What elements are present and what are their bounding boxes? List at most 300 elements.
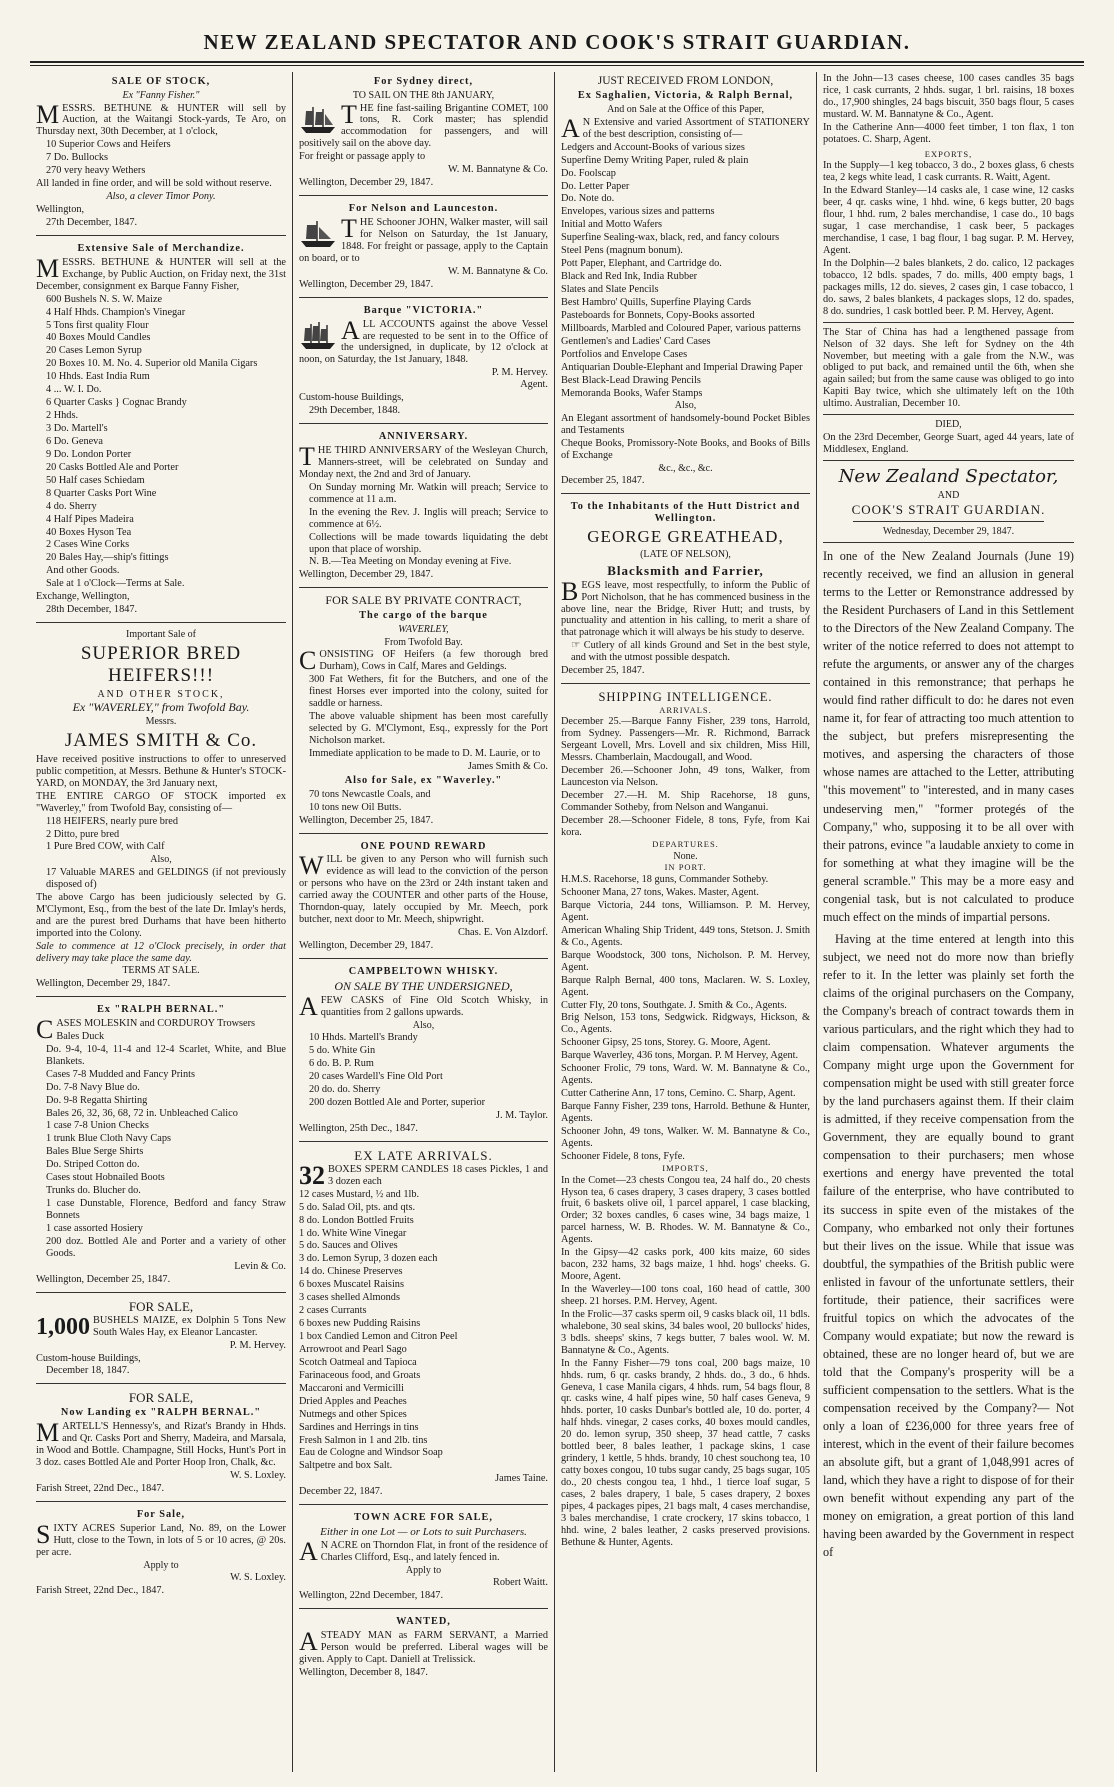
ad-also: Also for Sale, ex "Waverley." — [344, 774, 503, 786]
section-title: SHIPPING INTELLIGENCE. — [598, 690, 773, 705]
list-item: 7 Do. Bullocks — [46, 152, 109, 164]
ad-signature: Chas. E. Von Alzdorf. — [457, 927, 548, 939]
ad-whisky — [299, 962, 548, 1142]
list-item: Cutter Fly, 20 tons, Southgate. J. Smith & Co., Agents. — [561, 999, 787, 1011]
ad-p4: Immediate application to be made to D. M. Laurie, or to — [309, 747, 541, 759]
column-1 — [30, 72, 292, 1772]
ad-maize — [36, 1296, 286, 1385]
ad-title: FOR SALE, — [128, 1298, 194, 1314]
list-item: Pasteboards for Bonnets, Copy-Books assorted — [561, 309, 755, 321]
ad-body: N ACRE on Thorndon Flat, in front of the residence of Charles Clifford, Esq., and lately fenced in. — [320, 1539, 548, 1563]
column-3 — [554, 72, 816, 1772]
ad-body: STEADY MAN as FARM SERVANT, a Married Person would be preferred. Liberal wages will be given. Apply to Capt. Daniell at Trelissick. — [299, 1630, 548, 1666]
list-item: Do. Foolscap — [561, 167, 616, 179]
list-item: Pott Paper, Elephant, and Cartridge do. — [561, 258, 722, 270]
list-item: 4 do. Sherry — [46, 500, 97, 512]
ad-agent: Agent. — [520, 379, 548, 391]
drop-cap: C — [36, 1014, 54, 1044]
ad-body: ONSISTING OF Heifers (a few thorough bred Durham), Cows in Calf, Mares and Geldings. — [319, 649, 548, 673]
list-item: Slates and Slate Pencils — [561, 284, 659, 296]
ad-signature: James Taine. — [495, 1473, 548, 1485]
list-item: Antiquarian Double-Elephant and Imperial Drawing Paper — [561, 361, 803, 373]
list-item: Sardines and Herrings in tins — [299, 1421, 419, 1433]
ad-signature: P. M. Hervey. — [229, 1339, 286, 1351]
ad-date: 27th December, 1847. — [46, 216, 138, 228]
list-item: Do. 9-4, 10-4, 11-4 and 12-4 Scarlet, White, and Blue Blankets. — [46, 1043, 286, 1067]
list-item: In the Dolphin—2 bales blankets, 2 do. calico, 12 packages tobacco, 12 bdls. spades, 7 do. mills, 400 empty bags, 1 packages mills, 12 do. sieves, 2 cases gin, 1 case tobacco, 1 do. saws, 2 bales blankets, 4 packages slops, 12 do. spades, 8 do. sundries, 1 cask bottled beer. P. M. Hervey, Agent. — [823, 257, 1074, 317]
list-item: In the Waverley—100 tons coal, 160 head of cattle, 300 sheep. 21 horses. P.M. Hervey, Agent. — [561, 1284, 810, 1307]
list-item: In the Catherine Ann—4000 feet timber, 1 ton flax, 1 ton potatoes. C. Sharp, Agent. — [823, 121, 1074, 145]
list-item: 20 cases Wardell's Fine Old Port — [309, 1071, 443, 1083]
ad-title: For Sale, — [136, 1509, 186, 1521]
ad-place: Custom-house Buildings, — [299, 392, 404, 404]
editorial-paragraph: In one of the New Zealand Journals (June 19) recently received, we find an allusion in general terms to the Letter or Remonstrance addressed by the Resident Purchasers of Land in this Settlement to the Directors of the New Zealand Company. The writer of the notice referred to does not attempt to refute the arguments, or answer any of the charges contained in this remonstrance; that perhaps he would find rather difficult to do: he dares not even name it, for fear of attracting too much attention to the subject, but prefers misrepresenting the motives, and aspersing the characters of those whose names are attached to the Letter, attributing "this movement" to "interested, and in many cases undeserving men," "former protegés of the Company," who, supposing it to be all over with their patrons, evince "a laudable anxiety to come in for something at what they imagine will be the general scramble." This may be a more easy and congenial task, but is not calculated to produce much effect on the minds of impartial persons. — [823, 548, 1074, 924]
ad-title: JUST RECEIVED FROM LONDON, — [597, 75, 774, 87]
list-item: 14 do. Chinese Preserves — [299, 1266, 403, 1278]
list-item: 2 Hhds. — [46, 410, 79, 422]
item-list — [36, 1031, 286, 1260]
drop-cap: M — [36, 99, 60, 129]
list-item: Bales Blue Serge Shirts — [46, 1146, 144, 1158]
ad-p2: Cutlery of all kinds Ground and Set in the best style, and with the utmost possible despatch. — [571, 640, 810, 664]
masthead-rule — [30, 61, 1084, 66]
ad-also-2: Cheque Books, Promissory-Note Books, and Books of Bills of Exchange — [561, 437, 810, 461]
ad-victoria — [299, 301, 548, 424]
ad-subtitle-2: And on Sale at the Office of this Paper, — [607, 104, 764, 116]
shipping-intelligence — [561, 687, 810, 1555]
ad-signature: W. M. Bannatyne & Co. — [447, 265, 548, 277]
ad-date: Wellington, 22nd December, 1847. — [299, 1590, 444, 1602]
list-item: 1 case Dunstable, Florence, Bedford and fancy Straw Bonnets — [46, 1198, 286, 1221]
list-item: Schooner Frolic, 79 tons, Ward. W. M. Bannatyne & Co., Agents. — [561, 1063, 810, 1087]
ad-title: SALE OF STOCK, — [111, 76, 211, 87]
list-item: In the Gipsy—42 casks pork, 400 kits maize, 60 sides bacon, 232 hams, 32 bags maize, 1 hhd. hogs' cheeks. G. Moore, Agent. — [561, 1247, 810, 1283]
list-item: 1 trunk Blue Cloth Navy Caps — [46, 1133, 171, 1145]
list-item: In the Edward Stanley—14 casks ale, 1 case wine, 12 casks beer, 4 qr. casks wine, 1 hhd. wine, 6 kegs butter, 20 bags flour, 1 hhd. rum, 2 bales merchandise, 1 case do., 10 bags sugar, 1 case merchandise, 1 cask beer, 5 packages merchandise, 1 case, 1 bag flour, 1 bag sugar. P. M. Hervey, Agent. — [823, 185, 1074, 257]
list-item: 200 doz. Bottled Ale and Porter and a variety of other Goods. — [46, 1235, 286, 1259]
ad-body: EGS leave, most respectfully, to inform the Public of Port Nicholson, that he has commenced business in the above line, near the Bridge, River Hutt; and trusts, by punctuality and attention in his calling, to merit a share of that patronage which it will always be his study to deserve. — [561, 579, 810, 639]
exports-heading: EXPORTS, — [924, 148, 973, 159]
ship-icon — [299, 219, 337, 249]
list-item: 1 box Candied Lemon and Citron Peel — [299, 1331, 458, 1343]
list-item: Schooner Fidele, 8 tons, Fyfe. — [561, 1150, 685, 1162]
drop-cap: A — [299, 1627, 318, 1657]
list-item: 4 Half Hhds. Champion's Vinegar — [46, 306, 186, 318]
ad-body: BUSHELS MAIZE, ex Dolphin 5 Tons New South Wales Hay, ex Eleanor Lancaster. — [93, 1314, 286, 1338]
list-item: 6 Do. Geneva — [46, 435, 103, 447]
ad-sixty-acres — [36, 1505, 286, 1603]
ad-title: ANNIVERSARY. — [378, 431, 469, 443]
ad-title: FOR SALE, — [128, 1390, 194, 1406]
ad-date: Wellington, December 25, 1847. — [299, 814, 434, 826]
ad-also: Also, — [674, 400, 697, 412]
list-item: Envelopes, various sizes and patterns — [561, 206, 715, 218]
drop-cap: M — [36, 253, 60, 283]
item-list — [561, 142, 810, 400]
list-item: Cases stout Hobnailed Boots — [46, 1172, 165, 1184]
list-item: 50 Half cases Schiedam — [46, 474, 145, 486]
item-list — [299, 1189, 548, 1473]
list-item: 3 do. Lemon Syrup, 3 dozen each — [299, 1253, 438, 1265]
ad-subtitle: Ex "Fanny Fisher." — [122, 89, 200, 101]
ad-title: To the Inhabitants of the Hutt District and Wellington. — [570, 501, 801, 525]
list-item: Cutter Catherine Ann, 17 tons, Cemino. C. Sharp, Agent. — [561, 1088, 796, 1100]
list-item: Superfine Demy Writing Paper, ruled & plain — [561, 154, 749, 166]
ad-subtitle: Ex Saghalien, Victoria, & Ralph Bernal, — [577, 90, 794, 102]
ad-title: Extensive Sale of Merchandize. — [77, 242, 245, 254]
pointing-hand-icon: ☞ — [571, 640, 584, 652]
drop-cap: C — [299, 646, 317, 676]
item-list — [299, 1032, 548, 1109]
ad-signature: Robert Waitt. — [492, 1577, 548, 1589]
ad-heifers — [36, 626, 286, 997]
editorial-paragraph-2: Having at the time entered at length into this subject, we need not do more now than briefly refer to it. In the letter was plainly set forth the claims of the original purchasers on the Company, the Company's breach of contract towards them in various particulars, and the right which they had to claim compensation. Whatever arguments the Company might urge upon the Government for compensation might be used with still greater force by the land purchasers against them. If their claim is admitted, if they receive compensation from the Government, they are equally bound to grant compensation to their purchasers; men whose exertions and energy have prevented the total failure of the enterprise, who have contributed to its success in spite even of the mistakes of the Company, who embarked not only their fortunes but their lives on the issue. While that issue was doubtful, the sympathies of the British public were enlisted in favour of the unfortunate settlers, their fortitude, their patience, their sacrifices were fruitful topics on which the advocates of the Company would expatiate; but now the reward is obtained, these are no longer heard of, but we are told that the Company's prosperity will be a sufficient compensation to the settlers. What is the compensation received by the Company?— Not only a loan of £236,000 for three years free of interest, which in the event of their failure becomes an absolute gift, but a grant of 1,048,991 acres of land, which they have a right to dispose of for their own benefit without expending any part of the money on emigration, a great portion of this land having been awarded by the Government in respect of — [823, 931, 1074, 1560]
ad-also: Also, — [412, 1019, 435, 1031]
list-item: Barque Woodstock, 300 tons, Nicholson. P. M. Hervey, Agent. — [561, 949, 810, 973]
list-item: In the Fanny Fisher—79 tons coal, 200 bags maize, 10 hhds. rum, 6 qr. casks brandy, 2 hhds. do., 3 do., 6 hhds. Geneva, 1 case Manila cigars, 4 hhds. rum, 54 bags flour, 8 qr. casks wine, 4 half pipes wine, 50 half cases Geneva, 9 hhds. porter, 10 casks Dunbar's bottled ale, 10 do. porter, 4 half hhds. vinegar, 2 cases corks, 40 boxes mould candles, 20 do. lemon syrup, 350 sheep, 37 head cattle, 7 casks bottled beer, 8 bales leather, 1 package skins, 1 case grindery, 1 kettle, 5 hhds. brandy, 10 chest souchong tea, 10 catty boxes congou, 10 tubs sugar candy, 25 bags sugar, 105 do., 20 chests congou tea, 1 hhd., 1 tierce loaf sugar, 5 cases, 2 bales drapery, 1 bale, 5 cases drapery, 2 boxes pipes, 4 packages pipes, 21 bags malt, 4 cases merchandise, 3 bales merchandise, 1 crate crockery, 17 skins tobacco, 1 hhd. wine, 2 bales leather, 2 casks preserved provisions. Bethune & Hunter, Agents. — [561, 1357, 810, 1548]
died-heading: DIED, — [935, 419, 962, 431]
ship-icon — [299, 105, 337, 135]
ad-place: Custom-house Buildings, — [36, 1352, 141, 1364]
list-item: 200 dozen Bottled Ale and Porter, superior — [309, 1096, 486, 1108]
departures-none: None. — [673, 850, 698, 862]
ad-wanted — [299, 1612, 548, 1685]
list-item: 2 cases Currants — [299, 1305, 367, 1317]
drop-cap: A — [341, 315, 360, 345]
ad-town-acre — [299, 1508, 548, 1609]
list-item: 10 Hhds. East India Rum — [46, 371, 150, 383]
list-item: Fresh Salmon in 1 and 2lb. tins — [299, 1434, 428, 1446]
ad-landing — [36, 1387, 286, 1502]
list-item: 40 Boxes Mould Candles — [46, 332, 151, 344]
ad-title: For Sydney direct, — [373, 76, 474, 87]
list-item: 6 boxes Muscatel Raisins — [299, 1279, 404, 1291]
ad-apply: Apply to — [143, 1559, 179, 1571]
drop-cap: T — [341, 214, 357, 244]
drop-cap: A — [299, 991, 318, 1021]
list-item: Ledgers and Account-Books of various sizes — [561, 141, 745, 153]
list-item: Nutmegs and other Spices — [299, 1408, 407, 1420]
ad-title: EX LATE ARRIVALS. — [354, 1147, 493, 1163]
ad-title: CAMPBELTOWN WHISKY. — [348, 965, 499, 977]
ad-p3: In the evening the Rev. J. Inglis will preach; Service to commence at 6½. — [309, 506, 548, 530]
list-item: 118 HEIFERS, nearly pure bred — [46, 815, 179, 827]
list-item: Portfolios and Envelope Cases — [561, 348, 688, 360]
list-item: Steel Pens (magnum bonum). — [561, 245, 683, 257]
list-item: Do. Note do. — [561, 193, 615, 205]
list-item: 20 Cases Lemon Syrup — [46, 345, 142, 357]
list-item: Dried Apples and Peaches — [299, 1395, 407, 1407]
columns — [30, 72, 1084, 1772]
ad-subtitle: Either in one Lot — or Lots to suit Purchasers. — [320, 1526, 527, 1539]
ad-ex: Ex "WAVERLEY," from Twofold Bay. — [72, 700, 250, 715]
ad-item: 70 tons Newcastle Coals, and — [309, 788, 431, 800]
ad-trade: Blacksmith and Farrier, — [607, 562, 764, 578]
ad-greathead — [561, 497, 810, 684]
arrivals-heading: ARRIVALS. — [659, 704, 712, 715]
list-item: 5 do. White Gin — [309, 1045, 376, 1057]
ad-terms: TERMS AT SALE. — [122, 965, 200, 977]
ad-body: ARTELL'S Hennessy's, and Rizat's Brandy in Hhds. and Qr. Casks Port and Sherry, Madeira, and Marsala, in Wood and Bottle. Champagne, Still Hocks, Hunt's Port in 3 doz. cases Bottled Ale and Porter Hoop Iron, Chalk, &c. — [36, 1421, 286, 1469]
ad-private-contract — [299, 591, 548, 833]
in-port-heading: IN PORT. — [664, 862, 707, 873]
ship-icon — [299, 321, 337, 351]
ad-apply: Apply to — [405, 1564, 442, 1576]
ad-p5: N. B.—Tea Meeting on Monday evening at Five. — [309, 556, 512, 568]
list-item: Cases 7-8 Mudded and Fancy Prints — [46, 1068, 196, 1080]
list-item: 10 Hhds. Martell's Brandy — [309, 1032, 418, 1044]
list-item: Bales Duck — [56, 1030, 105, 1042]
ad-p2: 300 Fat Wethers, fit for the Butchers, and one of the finest Horses ever imported into the colony, suited for saddle or harness. — [309, 674, 548, 710]
ad-also: Also, — [150, 854, 172, 866]
ad-date: Wellington, December 29, 1847. — [36, 978, 171, 990]
ad-date: December 25, 1847. — [561, 475, 645, 487]
list-item: December 27.—H. M. Ship Racehorse, 18 guns, Commander Sotheby, from Nelson and Wanganui. — [561, 790, 810, 814]
ad-big-number: 1,000 — [36, 1313, 90, 1340]
ad-signature: P. M. Hervey. — [491, 367, 548, 379]
item-list — [36, 139, 286, 177]
ad-merchandize — [36, 239, 286, 623]
drop-cap: M — [36, 1418, 60, 1448]
list-item: 1 do. White Wine Vinegar — [299, 1227, 407, 1239]
ad-subtitle: AND OTHER STOCK, — [97, 688, 225, 700]
list-item: 6 do. B. P. Rum — [309, 1058, 374, 1070]
ad-body: IXTY ACRES Superior Land, No. 89, on the Lower Hutt, close to the Town, in lots of 5 or 10 acres, @ 20s. per acre. — [36, 1522, 286, 1558]
list-item: Black and Red Ink, India Rubber — [561, 271, 698, 283]
drop-cap: B — [561, 576, 579, 606]
ad-note: The above Cargo has been judiciously selected by G. M'Clymont, Esq., from the best of the late Dr. Imlay's herds, and are the purest bred Durhams that have been hitherto imported into the Colony. — [36, 891, 286, 939]
list-item: Barque Victoria, 244 tons, Williamson. P. M. Hervey, Agent. — [561, 900, 810, 923]
ad-late-arrivals — [299, 1145, 548, 1505]
ad-late: (LATE OF NELSON), — [640, 548, 731, 560]
list-item: 600 Bushels N. S. W. Maize — [46, 293, 163, 305]
ad-subtitle: Now Landing ex "RALPH BERNAL." — [60, 1407, 262, 1419]
masthead: NEW ZEALAND SPECTATOR AND COOK'S STRAIT GUARDIAN. — [203, 30, 911, 54]
ad-p4: Collections will be made towards liquidating the debt upon that place of worship. — [309, 531, 548, 555]
ad-messrs: Messrs. — [145, 716, 177, 728]
ad-body: ESSRS. BETHUNE & HUNTER will sell by Auction, at the Waitangi Stock-yards, Te Aro, on Thursday next, 30th December, at 1 o'clock, — [36, 102, 286, 138]
ad-place: Exchange, Wellington, — [36, 591, 130, 603]
list-item: 270 very heavy Wethers — [46, 165, 146, 177]
list-item: 4 Half Pipes Madeira — [46, 513, 134, 525]
list-item: December 28.—Schooner Fidele, 8 tons, Fyfe, from Kai kora. — [561, 814, 810, 838]
ad-date: Wellington, December 29, 1847. — [299, 177, 434, 189]
ad-date: 28th December, 1847. — [46, 604, 138, 616]
drop-cap: S — [36, 1519, 51, 1549]
list-item: Schooner Mana, 27 tons, Wakes. Master, Agent. — [561, 887, 759, 899]
ad-date: December 22, 1847. — [299, 1486, 383, 1498]
list-item: 4 ... W. I. Do. — [46, 384, 102, 396]
ad-body: FEW CASKS of Fine Old Scotch Whisky, in quantities from 2 gallons upwards. — [320, 994, 548, 1018]
ad-mares: 17 Valuable MARES and GELDINGS (if not previously disposed of) — [46, 866, 286, 890]
drop-cap: A — [299, 1536, 318, 1566]
ad-body: HE Schooner JOHN, Walker master, will sail for Nelson on Saturday, the 1st January, 1848. For freight or passage, apply to the Captain on board, or to — [299, 217, 548, 264]
list-item: 1 case 7-8 Union Checks — [46, 1120, 149, 1132]
list-item: Brig Nelson, 153 tons, Sedgwick. Ridgways, Hickson, & Co., Agents. — [561, 1012, 810, 1036]
list-item: In the Comet—23 chests Congou tea, 24 half do., 20 chests Hyson tea, 6 cases drapery, 3 cases drapery, 3 cases bottled fruit, 6 baskets olive oil, 1 parcel apparel, 1 case blacking, Order; 32 boxes candles, 6 cases wine, 34 bags maize, 1 parcel harness, W. B. Rhodes. W. M. Bannatyne & Co., Agents. — [561, 1174, 810, 1246]
ad-ralph-bernal — [36, 1000, 286, 1293]
ad-subtitle: ON SALE BY THE UNDERSIGNED, — [334, 978, 513, 993]
ad-date: Wellington, December 8, 1847. — [299, 1666, 428, 1678]
ad-name: GEORGE GREATHEAD, — [587, 527, 784, 547]
list-item: 40 Boxes Hyson Tea — [46, 526, 132, 538]
item-list — [36, 816, 286, 854]
ad-p3: The above valuable shipment has been most carefully selected by G. M'Clymont, Esq., expressly for the Port Nicholson market. — [309, 711, 548, 746]
list-item: Trunks do. Blucher do. — [46, 1185, 141, 1197]
list-item: 6 boxes new Pudding Raisins — [299, 1318, 421, 1330]
ad-body: HE THIRD ANNIVERSARY of the Wesleyan Church, Manners-street, will be celebrated on Sunday and Monday next, the 2nd and 3rd of January. — [299, 445, 548, 480]
list-item: Do. Striped Cotton do. — [46, 1159, 140, 1171]
ad-title: Barque "VICTORIA." — [363, 304, 484, 316]
ad-date: Wellington, 25th Dec., 1847. — [299, 1122, 418, 1134]
ad-reward — [299, 837, 548, 959]
list-item: 1 Pure Bred COW, with Calf — [46, 841, 165, 853]
ad-body: ESSRS. BETHUNE & HUNTER will sell at the Exchange, by Public Auction, on Friday next, the 31st December, consignment ex Barque Fanny Fisher, — [36, 256, 286, 292]
ad-date: Farish Street, 22nd Dec., 1847. — [36, 1585, 165, 1597]
list-item: 1 case assorted Hosiery — [46, 1222, 143, 1234]
ad-ship: WAVERLEY, — [398, 624, 449, 636]
ad-body: ILL be given to any Person who will furnish such evidence as will lead to the conviction of the person or persons who have on the 23rd or 24th instant taken and carried away the COUNTER and other parts of the House, Thorndon-quay, lately occupied by Mr. Meech, pork butcher, next door to Mr. Meech, shipwright. — [299, 854, 548, 926]
ad-title: TOWN ACRE FOR SALE, — [354, 1512, 493, 1524]
paper-date: Wednesday, December 29, 1847. — [882, 526, 1015, 538]
ad-from: From Twofold Bay. — [384, 636, 463, 648]
ad-body: HE fine fast-sailing Brigantine COMET, 100 tons, R. Cork master; has splendid accommodation for passengers, and will positively sail on the above day. — [299, 102, 548, 150]
drop-cap: W — [299, 851, 324, 881]
ad-date: Farish Street, 22nd Dec., 1847. — [36, 1483, 165, 1495]
ad-sydney — [299, 72, 548, 196]
ad-also-body: An Elegant assortment of handsomely-bound Pocket Bibles and Testaments — [561, 413, 810, 437]
ad-date: Wellington, December 29, 1847. — [299, 940, 434, 951]
list-item: 20 Boxes 10. M. No. 4. Superior old Manila Cigars — [46, 358, 258, 370]
list-item: 20 do. do. Sherry — [309, 1084, 381, 1095]
ad-item: 10 tons new Oil Butts. — [309, 801, 402, 813]
ad-subtitle: TO SAIL ON THE 8th JANUARY, — [352, 89, 495, 101]
list-item: 20 Bales Hay,—ship's fittings — [46, 552, 169, 564]
list-item: Saltpetre and box Salt. — [299, 1460, 393, 1472]
ad-line: For freight or passage apply to — [299, 151, 426, 163]
imports-continued — [823, 73, 1074, 146]
list-item: Schooner Gipsy, 25 tons, Storey. G. Moore, Agent. — [561, 1037, 771, 1049]
list-item: Gentlemen's and Ladies' Card Cases — [561, 335, 711, 347]
exports-list — [823, 160, 1074, 317]
died-notice: On the 23rd December, George Suart, aged 44 years, late of Middlesex, England. — [823, 431, 1074, 455]
list-item: In the Frolic—37 casks sperm oil, 9 casks black oil, 11 bdls. whalebone, 30 seal skins, 34 bales wool, 20 bullocks' hides, 3 bdls. sheeps' skins, 7 kegs butter, 7 bales wool. W. M. Bannatyne & Co., Agents. — [561, 1308, 810, 1356]
list-item: Best Hambro' Quills, Superfine Playing Cards — [561, 296, 752, 308]
ad-nelson — [299, 199, 548, 298]
list-item: Do. 7-8 Navy Blue do. — [46, 1081, 140, 1093]
ad-date: December 18, 1847. — [46, 1365, 130, 1377]
ad-body: BOXES SPERM CANDLES 18 cases Pickles, 1 and 3 dozen each — [328, 1163, 548, 1187]
in-port-list — [561, 874, 810, 1163]
list-item: 2 Ditto, pure bred — [46, 828, 120, 840]
ad-date: Wellington, December 29, 1847. — [299, 569, 434, 581]
ad-etc: &c., &c., &c. — [658, 462, 713, 474]
list-item: 5 do. Sauces and Olives — [299, 1240, 398, 1252]
list-item: 8 Quarter Casks Port Wine — [46, 487, 157, 499]
list-item: Arrowroot and Pearl Sago — [299, 1343, 407, 1355]
list-item: December 25.—Barque Fanny Fisher, 239 tons, Harrold, from Sydney. Passengers—Mr. R. Richmond, Barrack Sergeant Lovell, Mrs. Lovell and six children, Miss Hill, Messrs. Chamberlain, Macdougall, and Wood. — [561, 716, 810, 764]
list-item: In the John—13 cases cheese, 100 cases candles 35 bags rice, 1 cask currants, 2 hhds. sugar, 1 brl. raisins, 18 boxes do., 17,900 shingles, 24 bags biscuit, 350 bags flour, 5 cases mustard. W. M. Bannatyne & Co., Agent. — [823, 73, 1074, 120]
ad-title: WANTED, — [396, 1616, 451, 1628]
list-item: Maccaroni and Vermicilli — [299, 1382, 405, 1394]
ad-signature: W. S. Loxley. — [230, 1572, 286, 1584]
item-list — [36, 294, 286, 578]
drop-cap: A — [561, 113, 580, 143]
list-item: And other Goods. — [46, 565, 120, 577]
list-item: Do. 9-8 Regatta Shirting — [46, 1094, 148, 1106]
list-item: H.M.S. Racehorse, 18 guns, Commander Sotheby. — [561, 874, 769, 886]
imports-heading: IMPORTS, — [662, 1162, 709, 1173]
list-item: Memoranda Books, Wafer Stamps — [561, 387, 703, 399]
list-item: Bales 26, 32, 36, 68, 72 in. Unbleached Calico — [46, 1107, 238, 1119]
ad-title: FOR SALE BY PRIVATE CONTRACT, — [325, 593, 522, 608]
ad-anniversary — [299, 427, 548, 588]
drop-cap: T — [299, 442, 315, 472]
list-item: 2 Cases Wine Corks — [46, 539, 130, 551]
ad-big-number: 32 — [299, 1160, 325, 1190]
ad-title: Ex "RALPH BERNAL." — [96, 1004, 226, 1015]
departures-heading: DEPARTURES. — [652, 838, 719, 849]
list-item: Initial and Motto Wafers — [561, 219, 663, 231]
imports-list — [561, 1175, 810, 1549]
ad-body: Have received positive instructions to offer to unreserved public competition, at Messrs. Bethune & Hunter's STOCK-YARD, on MONDAY, the 3rd January next, — [36, 753, 286, 789]
list-item: Superfine Sealing-wax, black, red, and fancy colours — [561, 232, 780, 244]
ad-time: Sale to commence at 12 o'Clock precisely, in order that delivery may take place the same day. — [36, 940, 286, 964]
ad-firm: JAMES SMITH & Co. — [64, 729, 258, 751]
ad-title: ONE POUND REWARD — [360, 840, 487, 852]
paper-subtitle: COOK'S STRAIT GUARDIAN. — [851, 502, 1046, 518]
list-item: December 26.—Schooner John, 49 tons, Walker, from Launceston via Nelson. — [561, 765, 810, 789]
list-item: 12 cases Mustard, ½ and 1lb. — [299, 1188, 420, 1200]
ad-title: For Nelson and Launceston. — [348, 203, 499, 215]
ad-signature: J. M. Taylor. — [495, 1109, 548, 1121]
ad-date: 29th December, 1848. — [309, 405, 401, 417]
list-item: Schooner John, 49 tons, Walker. W. M. Bannatyne & Co., Agents. — [561, 1125, 810, 1149]
ad-stationery — [561, 72, 810, 494]
ad-sale-of-stock — [36, 72, 286, 236]
ad-date: December 25, 1847. — [561, 665, 645, 677]
drop-cap: T — [341, 99, 357, 129]
list-item: 3 Do. Martell's — [46, 423, 108, 435]
paper-title: New Zealand Spectator, — [838, 465, 1059, 487]
list-item: 20 Casks Bottled Ale and Porter — [46, 461, 179, 473]
list-item: Do. Letter Paper — [561, 180, 630, 192]
ad-body: ASES MOLESKIN and CORDUROY Trowsers — [56, 1017, 256, 1029]
ad-date: Wellington, December 25, 1847. — [36, 1273, 171, 1285]
list-item: Farinaceous food, and Groats — [299, 1369, 421, 1381]
list-item: 6 Quarter Casks } Cognac Brandy — [46, 397, 187, 409]
list-item: 5 Tons first quality Flour — [46, 319, 149, 331]
list-item: 10 Superior Cows and Heifers — [46, 139, 171, 151]
ad-also: Also, a clever Timor Pony. — [106, 191, 216, 203]
star-of-china-notice: The Star of China has had a lengthened passage from Nelson of 32 days. She left for Sydney on the 4th November, but meeting with a gale from the N.W., was obliged to put back, and remained until the 6th, when she again sailed; but from the same cause was obliged to go into Kapiti Bay twice, which she ultimately left on the 10th ultimo. Australian, December 10. — [823, 326, 1074, 410]
list-item: 3 cases shelled Almonds — [299, 1292, 400, 1304]
ad-note: All landed in fine order, and will be sold without reserve. — [36, 178, 272, 190]
list-item: American Whaling Ship Trident, 449 tons, Stetson. J. Smith & Co., Agents. — [561, 924, 810, 948]
list-item: Scotch Oatmeal and Tapioca — [299, 1356, 417, 1368]
paper-and: AND — [937, 489, 960, 501]
list-item: 8 do. London Bottled Fruits — [299, 1214, 414, 1226]
ad-body: N Extensive and varied Assortment of STATIONERY of the best description, consisting of— — [582, 116, 810, 140]
list-item: Eau de Cologne and Windsor Soap — [299, 1447, 443, 1459]
column-2 — [292, 72, 554, 1772]
list-item: Barque Fanny Fisher, 239 tons, Harrold. Bethune & Hunter, Agents. — [561, 1101, 810, 1124]
list-item: Barque Waverley, 436 tons, Morgan. P. M Hervey, Agent. — [561, 1050, 799, 1062]
list-item: 5 do. Salad Oil, pts. and qts. — [299, 1201, 416, 1213]
ad-signature: W. S. Loxley. — [230, 1470, 286, 1482]
ad-signature: W. M. Bannatyne & Co. — [447, 164, 548, 176]
ad-p2: On Sunday morning Mr. Watkin will preach; Service to commence at 11 a.m. — [309, 481, 548, 505]
